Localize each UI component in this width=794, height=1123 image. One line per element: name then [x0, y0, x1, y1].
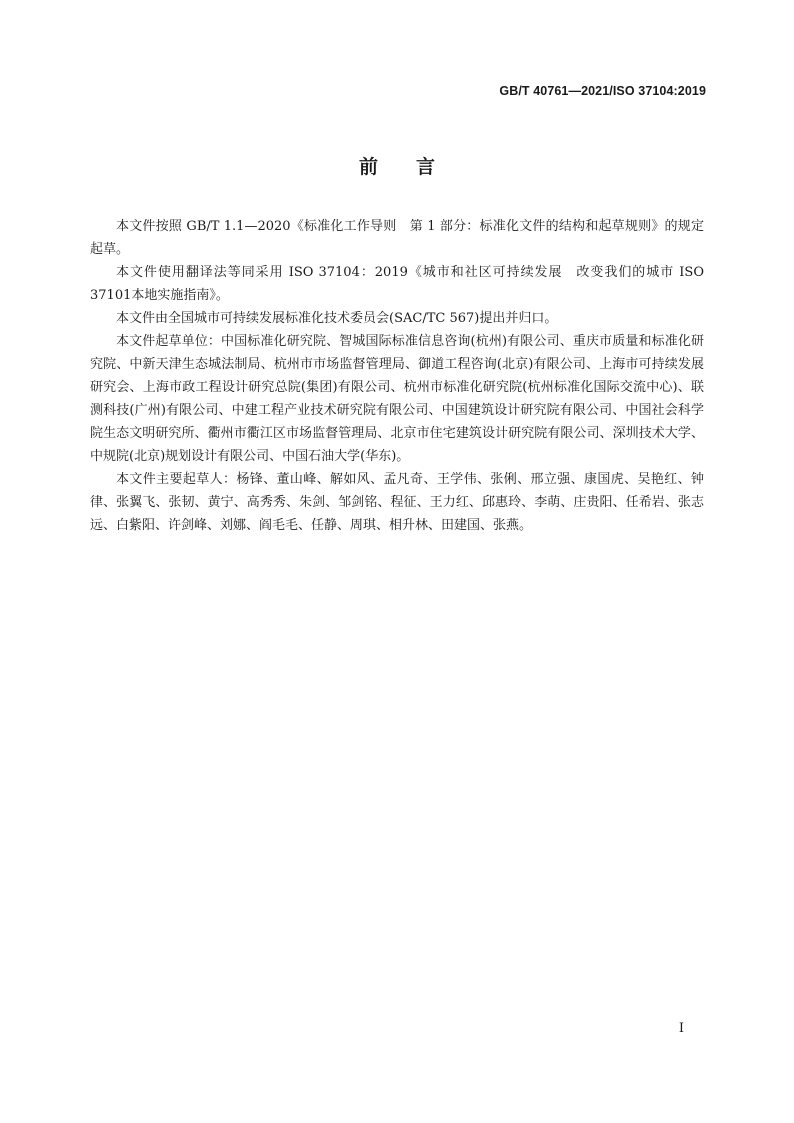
paragraph-adoption: 本文件使用翻译法等同采用 ISO 37104：2019《城市和社区可持续发展 改变我们的城市 ISO 37101本地实施指南》。	[90, 265, 704, 303]
paragraph-drafting-units: 本文件起草单位：中国标准化研究院、智城国际标准信息咨询(杭州)有限公司、重庆市质量和标准化研究院、中新天津生态城法制局、杭州市市场监督管理局、御道工程咨询(北京)有限公司、上海市可持续发展研究会、上海市政工程设计研究总院(集团)有限公司、杭州市标准化研究院(杭州标准化国际交流中心)、联测科技(广州)有限公司、中建工程产业技术研究院有限公司、中国建筑设计研究院有限公司、中国社会科学院生态文明研究所、衢州市衢江区市场监督管理局、北京市住宅建筑设计研究院有限公司、深圳技术大学、中规院(北京)规划设计有限公司、中国石油大学(华东)。	[90, 334, 704, 464]
page-title: 前言	[358, 156, 473, 178]
page-number: I	[678, 1021, 684, 1036]
paragraph-committee: 本文件由全国城市可持续发展标准化技术委员会(SAC/TC 567)提出并归口。	[116, 311, 558, 326]
paragraph-drafters: 本文件主要起草人：杨锋、董山峰、解如风、孟凡奇、王学伟、张俐、邢立强、康国虎、吴艳红、钟律、张翼飞、张韧、黄宁、高秀秀、朱剑、邹剑铭、程征、王力红、邱惠玲、李萌、庄贵阳、任希岩、张志远、白紫阳、许剑峰、刘娜、阎毛毛、任静、周琪、相升林、田建国、张燕。	[90, 472, 704, 533]
foreword-body	[90, 215, 704, 537]
paragraph-drafting-rules: 本文件按照 GB/T 1.1—2020《标准化工作导则 第 1 部分：标准化文件的结构和起草规则》的规定起草。	[90, 219, 704, 257]
standard-number: GB/T 40761—2021/ISO 37104:2019	[499, 84, 706, 98]
